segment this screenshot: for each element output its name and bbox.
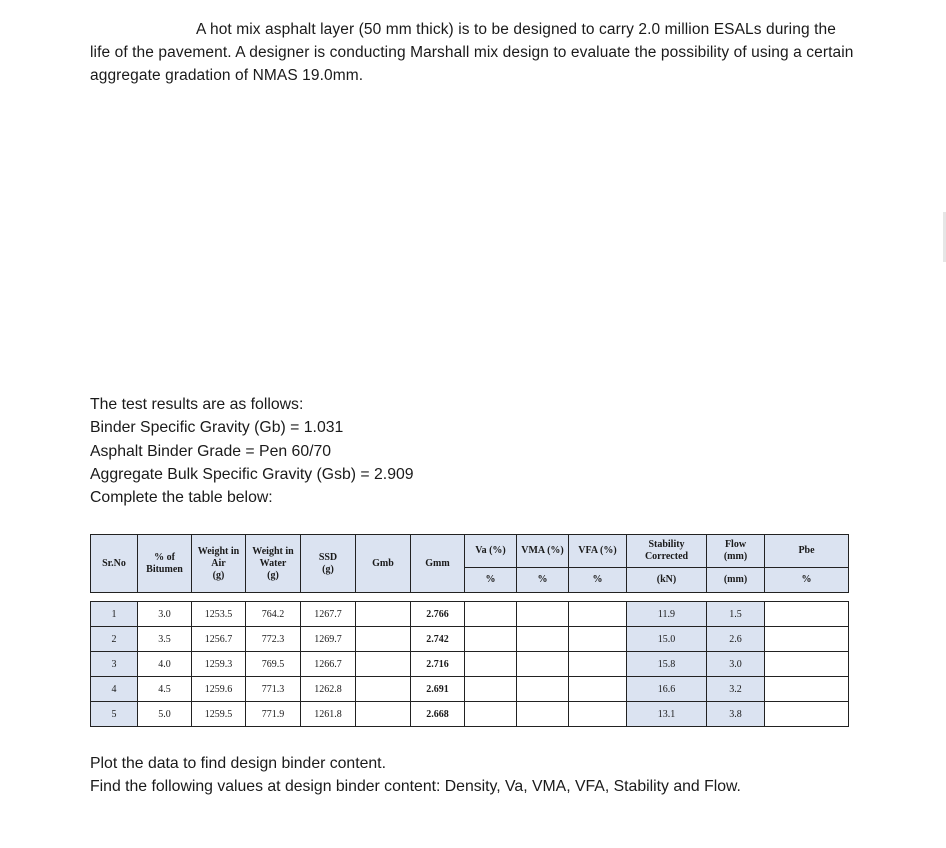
header-flow: [707, 535, 765, 568]
cell-gmb[interactable]: [356, 627, 411, 652]
cell-ssd: 1269.7: [301, 627, 356, 652]
cell-gmm: 2.668: [411, 702, 465, 727]
header-stability-line2: Corrected: [644, 551, 689, 562]
cell-weight-air: 1253.5: [192, 602, 246, 627]
unit-vma: %: [517, 568, 569, 593]
cell-bitumen: 3.0: [138, 602, 192, 627]
cell-srno: 3: [91, 652, 138, 677]
cell-weight-air: 1259.5: [192, 702, 246, 727]
unit-vfa: %: [569, 568, 627, 593]
table-row: [91, 702, 849, 727]
header-spacer-cell: [91, 593, 849, 602]
cell-gmm: 2.716: [411, 652, 465, 677]
cell-pbe[interactable]: [765, 677, 849, 702]
cell-va[interactable]: [465, 627, 517, 652]
header-vma: VMA (%): [517, 535, 569, 568]
cell-weight-air: 1259.3: [192, 652, 246, 677]
cell-pbe[interactable]: [765, 627, 849, 652]
cell-bitumen: 4.0: [138, 652, 192, 677]
cell-va[interactable]: [465, 602, 517, 627]
cell-weight-water: 772.3: [246, 627, 301, 652]
header-ssd: [301, 535, 356, 593]
cell-srno: 4: [91, 677, 138, 702]
table-row: [91, 602, 849, 627]
cell-vfa[interactable]: [569, 652, 627, 677]
cell-gmb[interactable]: [356, 677, 411, 702]
header-flow-line1: Flow: [724, 539, 747, 550]
binder-specific-gravity: Binder Specific Gravity (Gb) = 1.031: [90, 419, 344, 437]
cell-vma[interactable]: [517, 702, 569, 727]
cell-vma[interactable]: [517, 652, 569, 677]
header-weight-air: [192, 535, 246, 593]
cell-flow: 3.8: [707, 702, 765, 727]
cell-stability: 11.9: [627, 602, 707, 627]
header-va: Va (%): [465, 535, 517, 568]
header-weight-water: [246, 535, 301, 593]
header-stability: [627, 535, 707, 568]
cell-vfa[interactable]: [569, 627, 627, 652]
given-values: [90, 393, 414, 509]
cell-weight-water: 764.2: [246, 602, 301, 627]
unit-va: %: [465, 568, 517, 593]
header-weight-air-unit: (g): [212, 569, 225, 581]
cell-weight-air: 1256.7: [192, 627, 246, 652]
cell-gmm: 2.691: [411, 677, 465, 702]
unit-flow: (mm): [707, 568, 765, 593]
cell-vfa[interactable]: [569, 602, 627, 627]
cell-stability: 15.0: [627, 627, 707, 652]
cell-weight-water: 769.5: [246, 652, 301, 677]
cell-vma[interactable]: [517, 677, 569, 702]
problem-intro: [90, 18, 860, 87]
cell-ssd: 1267.7: [301, 602, 356, 627]
cell-gmm: 2.766: [411, 602, 465, 627]
cell-vma[interactable]: [517, 627, 569, 652]
cell-va[interactable]: [465, 677, 517, 702]
cell-stability: 15.8: [627, 652, 707, 677]
cell-flow: 2.6: [707, 627, 765, 652]
header-bitumen: [138, 535, 192, 593]
header-weight-air-line1: Weight in: [197, 545, 240, 557]
unit-pbe: %: [765, 568, 849, 593]
table-instruction: Complete the table below:: [90, 489, 273, 507]
header-gmb: Gmb: [356, 535, 411, 593]
cell-gmb[interactable]: [356, 702, 411, 727]
cell-va[interactable]: [465, 702, 517, 727]
cell-ssd: 1266.7: [301, 652, 356, 677]
header-ssd-unit: (g): [322, 563, 334, 575]
find-instruction: Find the following values at design binder content: Density, Va, VMA, VFA, Stability and Flow.: [90, 778, 741, 796]
cell-gmb[interactable]: [356, 602, 411, 627]
header-bitumen-top: % of: [154, 551, 175, 563]
cell-va[interactable]: [465, 652, 517, 677]
table-row: [91, 677, 849, 702]
cell-gmb[interactable]: [356, 652, 411, 677]
plot-instruction: Plot the data to find design binder content.: [90, 755, 386, 772]
header-flow-line2: (mm): [723, 551, 748, 562]
cell-srno: 2: [91, 627, 138, 652]
cell-stability: 16.6: [627, 677, 707, 702]
asphalt-binder-grade: Asphalt Binder Grade = Pen 60/70: [90, 442, 332, 460]
cell-bitumen: 4.5: [138, 677, 192, 702]
marshall-results-table: [90, 534, 849, 727]
cell-gmm: 2.742: [411, 627, 465, 652]
cell-pbe[interactable]: [765, 702, 849, 727]
unit-stability: (kN): [627, 568, 707, 593]
given-lead: The test results are as follows:: [90, 396, 304, 413]
aggregate-bulk-specific-gravity: Aggregate Bulk Specific Gravity (Gsb) = 2.909: [90, 465, 414, 483]
cell-srno: 1: [91, 602, 138, 627]
cell-flow: 3.0: [707, 652, 765, 677]
cell-weight-water: 771.9: [246, 702, 301, 727]
cell-ssd: 1261.8: [301, 702, 356, 727]
cell-pbe[interactable]: [765, 602, 849, 627]
header-ssd-label: SSD: [318, 551, 338, 563]
header-weight-water-line2: Water: [259, 557, 287, 569]
cell-bitumen: 3.5: [138, 627, 192, 652]
cell-pbe[interactable]: [765, 652, 849, 677]
header-weight-air-line2: Air: [211, 557, 226, 569]
header-weight-water-unit: (g): [267, 569, 279, 581]
cell-ssd: 1262.8: [301, 677, 356, 702]
cell-vma[interactable]: [517, 602, 569, 627]
cell-srno: 5: [91, 702, 138, 727]
header-vfa: VFA (%): [569, 535, 627, 568]
cell-vfa[interactable]: [569, 702, 627, 727]
header-gmm: Gmm: [411, 535, 465, 593]
cell-vfa[interactable]: [569, 677, 627, 702]
table-row: [91, 627, 849, 652]
cell-weight-air: 1259.6: [192, 677, 246, 702]
header-pbe: Pbe: [765, 535, 849, 568]
header-bitumen-bottom: Bitumen: [146, 563, 183, 575]
header-weight-water-line1: Weight in: [252, 545, 294, 557]
cell-stability: 13.1: [627, 702, 707, 727]
problem-statement: A hot mix asphalt layer (50 mm thick) is to be designed to carry 2.0 million ESALs during the life of the pavement. A designer is conducting Marshall mix design to evaluate the possibility of using a certain aggregate gradation of NMAS 19.0mm.: [90, 21, 854, 84]
cell-weight-water: 771.3: [246, 677, 301, 702]
cell-bitumen: 5.0: [138, 702, 192, 727]
table-row: [91, 652, 849, 677]
header-srno: Sr.No: [91, 535, 138, 593]
cell-flow: 3.2: [707, 677, 765, 702]
cell-flow: 1.5: [707, 602, 765, 627]
task-instructions: [90, 752, 741, 799]
header-spacer: [91, 593, 849, 602]
header-stability-line1: Stability: [648, 539, 685, 550]
